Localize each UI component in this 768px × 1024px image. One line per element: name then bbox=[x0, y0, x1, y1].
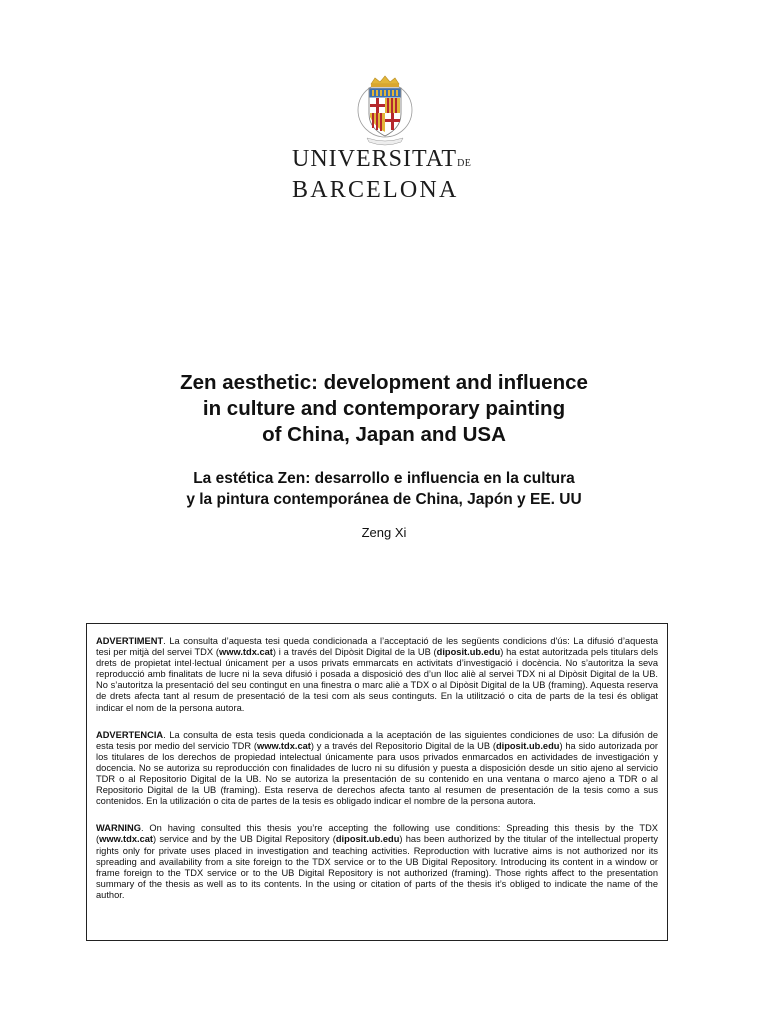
repository-link[interactable]: diposit.ub.edu bbox=[436, 647, 501, 658]
notice-text: . On having consulted this thesis you’re accepting the following use conditions: Spreading this thesis by the TDX ( bbox=[96, 823, 658, 845]
wordmark-line1 bbox=[292, 146, 482, 177]
university-seal-icon bbox=[357, 70, 413, 150]
wordmark-barcelona: BARCELONA bbox=[292, 177, 459, 203]
notice-label: WARNING bbox=[96, 823, 141, 834]
notice-text: ) service and by the UB Digital Repository ( bbox=[153, 834, 336, 845]
notice-text: . La consulta d’aquesta tesi queda condicionada a l’acceptació de les següents condicions d'ús: La difusió d’aquesta tesi per mitjà del servei TDX ( bbox=[96, 636, 658, 658]
notice-label: ADVERTIMENT bbox=[96, 636, 164, 646]
usage-notice-box bbox=[86, 623, 668, 941]
university-seal-logo bbox=[357, 70, 413, 150]
title-en-line: in culture and contemporary painting bbox=[202, 397, 566, 420]
notice-english bbox=[96, 823, 658, 901]
repository-link[interactable]: diposit.ub.edu bbox=[495, 740, 560, 751]
thesis-title-english bbox=[84, 370, 684, 448]
notice-text: ) has been authorized by the titular of the intellectual property rights only for private uses placed in investigation and teaching activities. Reproduction with lucrative aims is not authorized nor its spreading and availability from a site foreign to the TDX service or to the UB Digital Repository. Introducing its content in a window or frame foreign to the TDX service or to the UB Digital Repository is not authorized (framing). Those rights affect to the presentation summary of the thesis as well as to its contents. In the using or citation of parts of the thesis it’s obliged to indicate the name of the author. bbox=[96, 834, 658, 900]
university-wordmark bbox=[292, 146, 482, 203]
notice-catalan bbox=[96, 636, 658, 714]
notice-text: ) i a través del Dipòsit Digital de la UB ( bbox=[272, 647, 437, 658]
thesis-title-spanish bbox=[84, 468, 684, 510]
wordmark-universitat: UNIVERSITAT bbox=[292, 146, 458, 172]
notice-spanish bbox=[96, 730, 658, 808]
title-en-line: Zen aesthetic: development and influence bbox=[180, 371, 588, 394]
title-en-line: of China, Japan and USA bbox=[262, 423, 506, 446]
repository-link[interactable]: diposit.ub.edu bbox=[335, 834, 400, 845]
tdx-link[interactable]: www.tdx.cat bbox=[218, 647, 273, 658]
notice-text: ) ha sido autorizada por los titulares de los derechos de propiedad intelectual únicamente para usos privados enmarcados en actividades de investigación y docencia. No se autoriza su reproducción con finalidades de lucro ni su difusión y puesta a disposición desde un sitio ajeno al servicio TDR o al Repositorio Digital de la UB. No se autoriza la presentación de su contenido en una ventana o marco ajeno a TDR o al Repositorio Digital de la UB (framing). Esta reserva de derechos afecta tanto al resumen de presentación de la tesis como a sus contenidos. En la utilización o cita de partes de la tesis es obligado indicar el nombre de la persona autora. bbox=[96, 740, 658, 807]
title-es-line: La estética Zen: desarrollo e influencia en la cultura bbox=[193, 470, 575, 487]
title-es-line: y la pintura contemporánea de China, Japón y EE. UU bbox=[186, 491, 582, 508]
notice-text: ) ha estat autoritzada pels titulars dels drets de propietat intel·lectual únicament per a usos privats emmarcats en activitats d’investigació i docència. No s’autoritza la seva reproducció amb finalitats de lucre ni la seva difusió i posada a disposició des d’un lloc aliè al servei TDX ni al Dipòsit Digital de la UB. No s’autoritza la presentació del seu contingut en una finestra o marc aliè a TDX o al Dipòsit Digital de la UB (framing). Aquesta reserva de drets afecta tant al resum de presentació de la tesi com als seus continguts. En la utilització o cita de parts de la tesi és obligat indicar el nom de la persona autora. bbox=[96, 647, 658, 713]
wordmark-de: DE bbox=[457, 158, 472, 169]
notice-label: ADVERTENCIA bbox=[96, 729, 164, 740]
notice-text: ) y a través del Repositorio Digital de la UB ( bbox=[310, 740, 496, 751]
notice-text: . La consulta de esta tesis queda condicionada a la aceptación de las siguientes condiciones de uso: La difusión de esta tesis por medio del servicio TDR ( bbox=[96, 729, 658, 751]
tdx-link[interactable]: www.tdx.cat bbox=[256, 740, 311, 751]
tdx-link[interactable]: www.tdx.cat bbox=[99, 834, 154, 845]
author-name: Zeng Xi bbox=[361, 525, 407, 540]
